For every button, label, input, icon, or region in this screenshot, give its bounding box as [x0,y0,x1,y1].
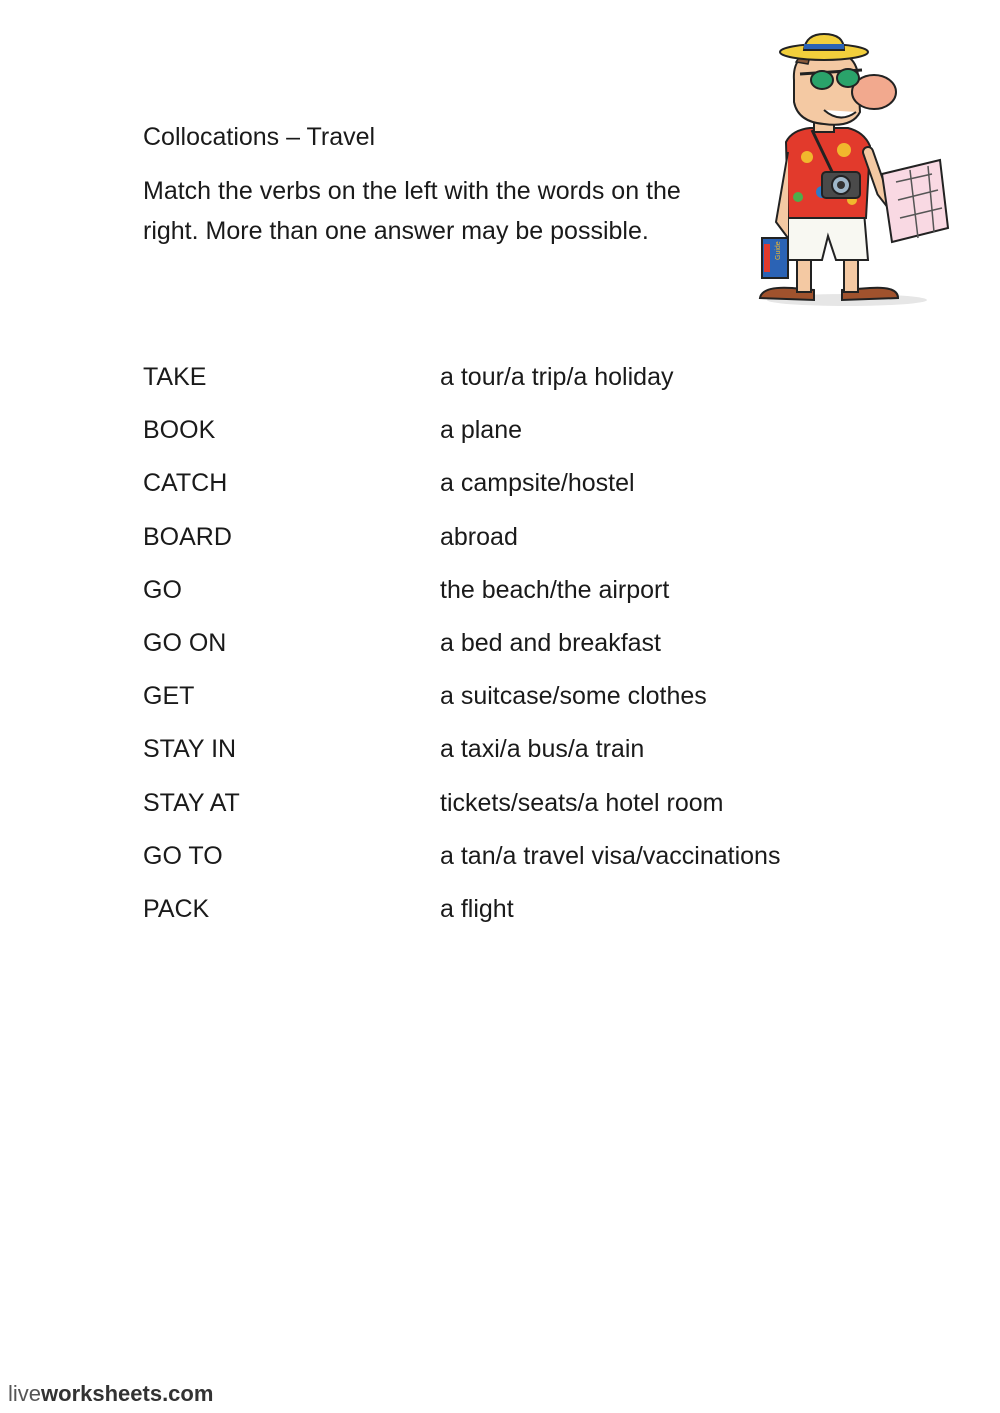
collocation-row [143,413,903,466]
worksheet-title: Collocations – Travel [143,123,376,151]
worksheet-instructions: Match the verbs on the left with the words on the right. More than one answer may be possible. [143,177,681,245]
phrase-item: abroad [440,522,518,551]
collocation-list [143,360,903,945]
verb-item: BOOK [143,416,216,445]
footer-brand-bold: worksheets.com [41,1381,214,1406]
phrase-item: tickets/seats/a hotel room [440,788,724,817]
verb-item: BOARD [143,522,232,551]
phrase-item: the beach/the airport [440,575,670,604]
phrase-item: a flight [440,894,514,923]
phrase-item: a tan/a travel visa/vaccinations [440,841,781,870]
collocation-row [143,679,903,732]
phrase-item: a campsite/hostel [440,469,635,498]
collocation-row [143,360,903,413]
verb-item: STAY IN [143,735,237,764]
collocation-row [143,466,903,519]
phrase-item: a taxi/a bus/a train [440,735,645,764]
tourist-illustration-icon [752,32,952,312]
verb-item: CATCH [143,469,228,498]
footer-brand-light: live [8,1381,42,1406]
verb-item: GO ON [143,628,227,657]
collocation-row [143,626,903,679]
phrase-item: a plane [440,416,523,445]
collocation-row [143,892,903,945]
collocation-row [143,839,903,892]
verb-item: STAY AT [143,788,240,817]
phrase-item: a suitcase/some clothes [440,682,707,711]
verb-item: GET [143,682,195,711]
verb-item: GO [143,575,182,604]
collocation-row [143,520,903,573]
verb-item: TAKE [143,363,207,391]
collocation-row [143,573,903,626]
collocation-row [143,732,903,785]
verb-item: GO TO [143,841,223,870]
book-label: Guide [775,241,782,260]
verb-item: PACK [143,894,210,923]
footer-brand [8,1380,213,1408]
phrase-item: a bed and breakfast [440,628,661,657]
collocation-row [143,786,903,839]
phrase-item: a tour/a trip/a holiday [440,363,674,391]
